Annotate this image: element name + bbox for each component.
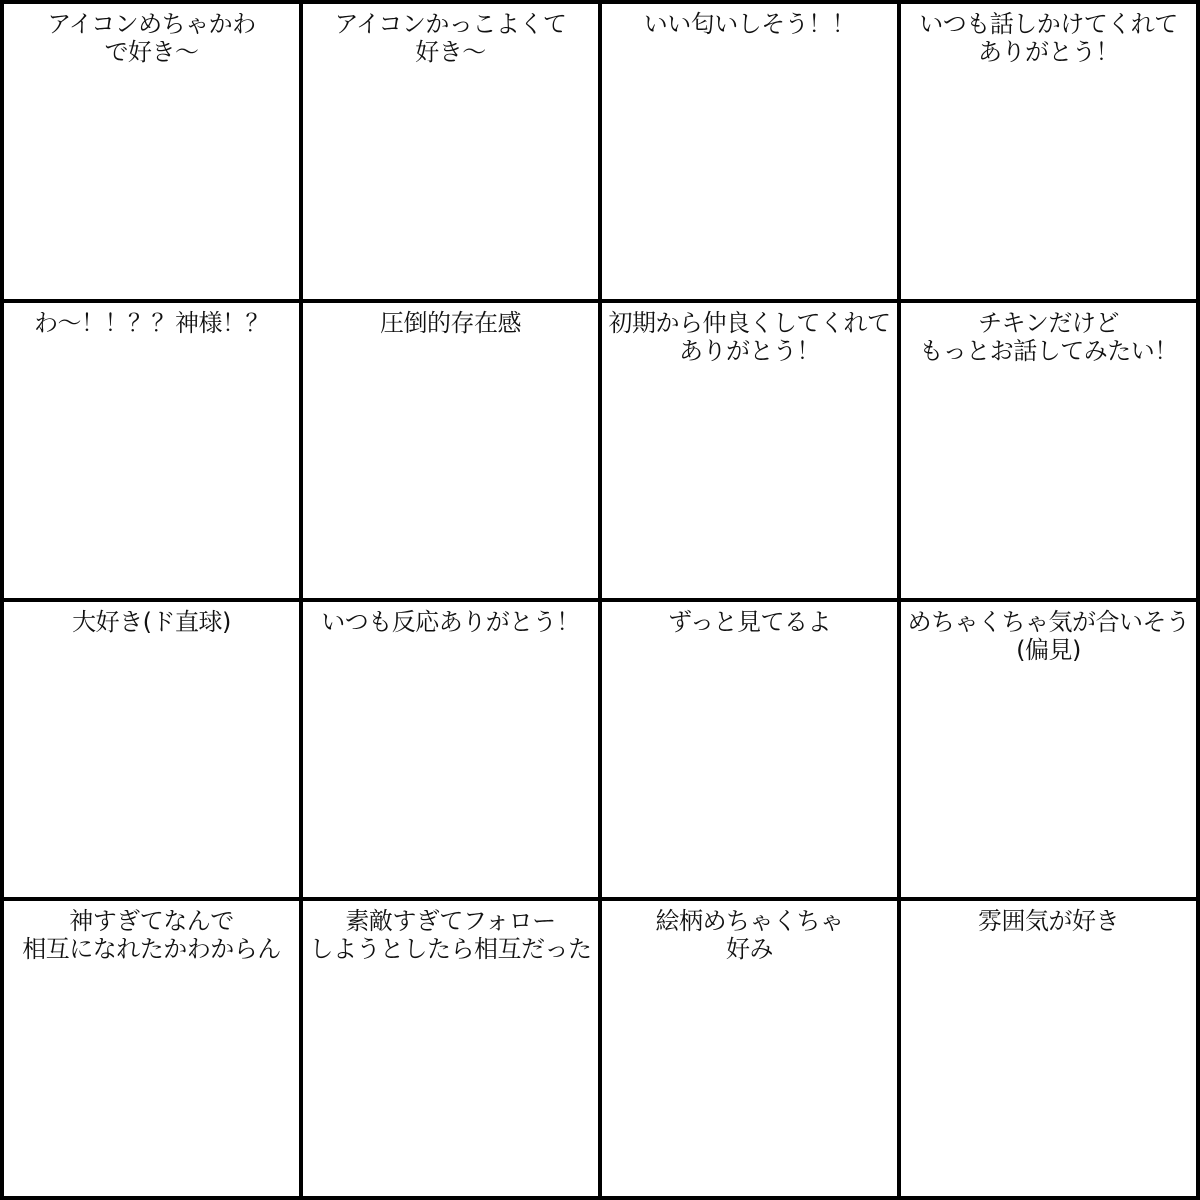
bingo-cell[interactable] <box>901 602 1200 901</box>
bingo-cell-text: 絵柄めちゃくちゃ 好み <box>655 907 844 963</box>
bingo-cell-text: ずっと見てるよ <box>667 608 832 636</box>
bingo-cell[interactable] <box>4 901 303 1200</box>
bingo-cell-text: いい匂いしそう！！ <box>643 10 856 38</box>
bingo-cell-text: 神すぎてなんで 相互になれたかわからん <box>22 907 281 963</box>
bingo-cell[interactable] <box>303 602 602 901</box>
bingo-cell-text: 大好き(ド直球) <box>72 608 231 636</box>
bingo-cell[interactable] <box>602 4 901 303</box>
bingo-cell-text: チキンだけど もっとお話してみたい！ <box>919 309 1178 365</box>
bingo-cell-text: アイコンかっこよくて 好き〜 <box>334 10 567 66</box>
bingo-cell[interactable] <box>602 602 901 901</box>
bingo-cell[interactable] <box>4 602 303 901</box>
bingo-cell[interactable] <box>602 303 901 602</box>
bingo-cell[interactable] <box>303 303 602 602</box>
bingo-cell-text: めちゃくちゃ気が合いそう (偏見) <box>907 608 1190 664</box>
bingo-cell[interactable] <box>901 303 1200 602</box>
bingo-cell[interactable] <box>4 4 303 303</box>
bingo-cell-text: いつも話しかけてくれて ありがとう！ <box>919 10 1178 66</box>
bingo-cell-text: アイコンめちゃかわ で好き〜 <box>47 10 256 66</box>
bingo-cell-text: 初期から仲良くしてくれて ありがとう！ <box>608 309 891 365</box>
bingo-cell[interactable] <box>901 4 1200 303</box>
bingo-cell[interactable] <box>303 4 602 303</box>
bingo-cell-text: いつも反応ありがとう！ <box>321 608 580 636</box>
bingo-cell[interactable] <box>602 901 901 1200</box>
bingo-cell[interactable] <box>901 901 1200 1200</box>
bingo-cell[interactable] <box>4 303 303 602</box>
bingo-cell-text: 素敵すぎてフォロー しようとしたら相互だった <box>309 907 592 963</box>
bingo-cell-text: わ〜！！？？神様！？ <box>34 309 269 337</box>
bingo-cell-text: 雰囲気が好き <box>978 907 1119 935</box>
bingo-cell[interactable] <box>303 901 602 1200</box>
bingo-cell-text: 圧倒的存在感 <box>380 309 521 337</box>
